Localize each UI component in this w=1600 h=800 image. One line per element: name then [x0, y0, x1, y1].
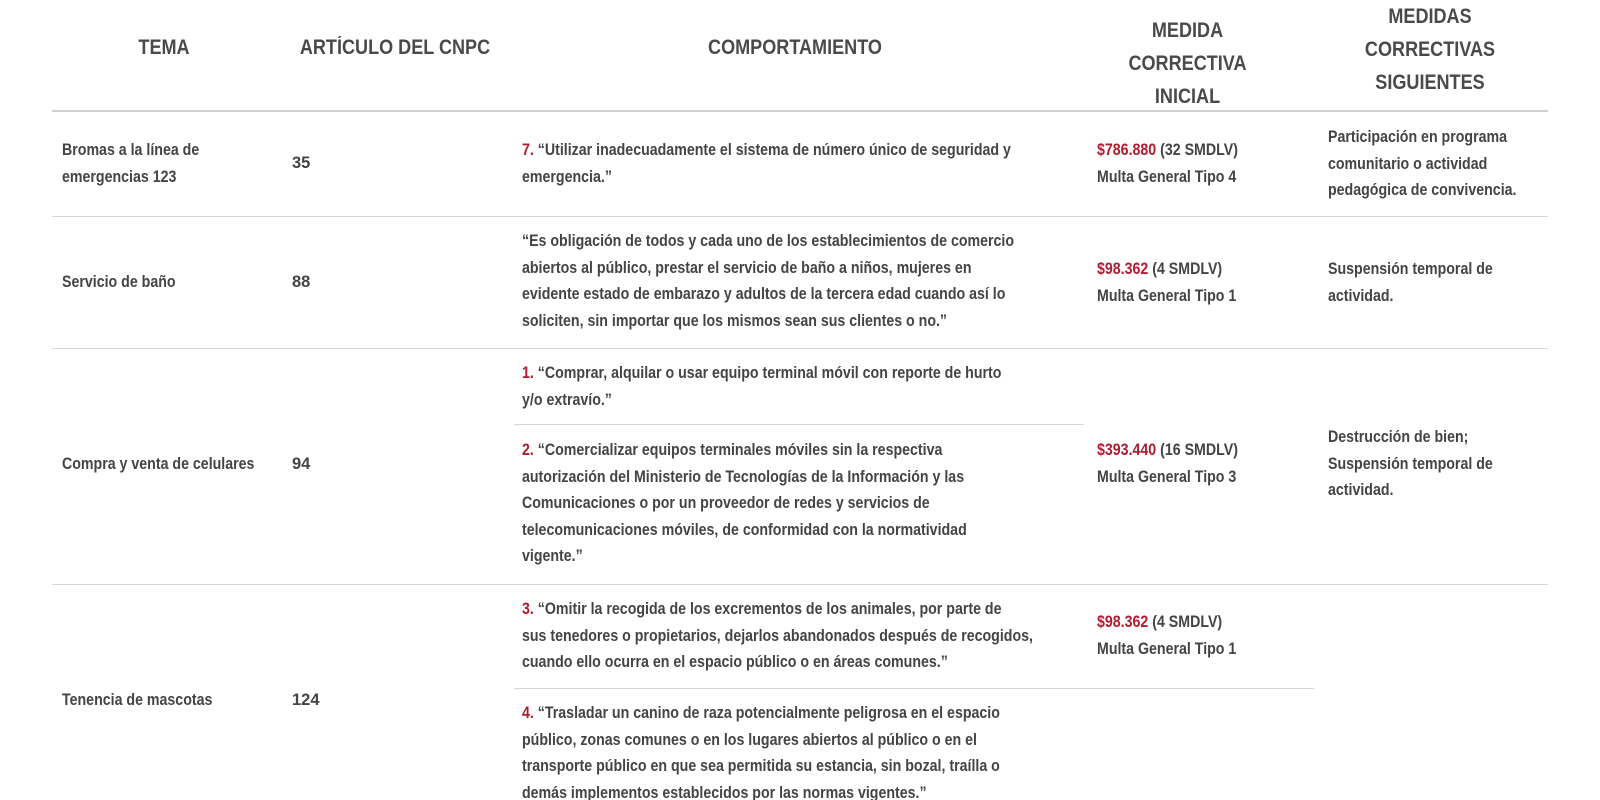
siguientes-line: Suspensión temporal de: [1328, 260, 1493, 278]
fine-type: Multa General Tipo 3: [1097, 467, 1237, 486]
row-divider: [52, 216, 1548, 217]
header-divider: [52, 110, 1548, 112]
fine-type: Multa General Tipo 1: [1097, 639, 1237, 658]
header-medidas-siguientes-line: SIGUIENTES: [1375, 71, 1485, 94]
siguientes-line: Suspensión temporal de: [1328, 454, 1493, 473]
tema-line: emergencias 123: [62, 167, 177, 186]
behavior-line: sus tenedores o propietarios, dejarlos abandonados después de recogidos,: [522, 626, 1033, 645]
header-medida-inicial-line: INICIAL: [1154, 85, 1221, 108]
row-divider: [52, 348, 1548, 349]
behavior-divider: [514, 424, 1084, 425]
row-1-articulo: [292, 150, 310, 177]
behavior-line: público, zonas comunes o en los lugares abiertos al público o en el: [522, 730, 977, 749]
row-2-siguientes: [1328, 256, 1493, 309]
row-3-fine: [1097, 437, 1238, 490]
header-articulo-label: ARTÍCULO DEL CNPC: [299, 36, 491, 59]
fine-smdlv: (32 SMDLV): [1156, 141, 1238, 159]
behavior-line: “Omitir la recogida de los excrementos de los animales, por parte de: [533, 600, 1002, 618]
articulo-value: 35: [292, 154, 311, 172]
row-2-behavior-1: [522, 228, 1014, 334]
siguientes-line: pedagógica de convivencia.: [1328, 181, 1517, 199]
behavior-line: “Comercializar equipos terminales móviles sin la respectiva: [533, 441, 943, 459]
behavior-line: soliciten, sin importar que los mismos sean sus clientes o no.”: [522, 311, 948, 330]
siguientes-line: Destrucción de bien;: [1328, 428, 1469, 446]
behavior-line: evidente estado de embarazo y adultos de la tercera edad cuando así lo: [522, 285, 1006, 303]
fine-amount: $98.362: [1097, 260, 1149, 278]
behavior-line: abiertos al público, prestar el servicio de baño a niños, mujeres en: [522, 258, 972, 277]
header-tema: [68, 31, 261, 64]
row-2-articulo: [292, 269, 310, 296]
articulo-value: 124: [292, 691, 320, 709]
behavior-number: 2.: [522, 441, 534, 459]
header-tema-label: TEMA: [138, 36, 190, 59]
behavior-line: vigente.”: [522, 547, 583, 565]
tema-line: Servicio de baño: [62, 273, 176, 291]
row-4-tema: [62, 687, 212, 714]
siguientes-line: Participación en programa: [1328, 128, 1508, 146]
row-1-behavior-1: [522, 137, 1011, 190]
siguientes-line: actividad.: [1328, 286, 1394, 305]
row-1-tema: [62, 137, 199, 190]
behavior-line: “Comprar, alquilar o usar equipo terminal móvil con reporte de hurto: [533, 364, 1002, 382]
row-4-fine: [1097, 609, 1236, 662]
tema-line: Tenencia de mascotas: [62, 691, 213, 709]
behavior-line: emergencia.”: [522, 167, 612, 186]
behavior-line: “Es obligación de todos y cada uno de los establecimientos de comercio: [522, 232, 1015, 250]
behavior-number: 1.: [522, 364, 534, 382]
tema-line: Compra y venta de celulares: [62, 455, 255, 473]
fine-amount: $393.440: [1097, 441, 1157, 459]
fine-amount: $98.362: [1097, 613, 1149, 631]
behavior-divider: [514, 688, 1314, 689]
behavior-line: autorización del Ministerio de Tecnologías de la Información y las: [522, 467, 965, 486]
header-comportamiento: [559, 31, 1032, 64]
row-divider: [52, 584, 1548, 585]
header-articulo: [288, 31, 503, 64]
behavior-line: cuando ello ocurra en el espacio público o en áreas comunes.”: [522, 653, 948, 671]
fine-amount: $786.880: [1097, 141, 1157, 159]
siguientes-line: actividad.: [1328, 481, 1394, 499]
behavior-number: 7.: [522, 141, 534, 159]
siguientes-line: comunitario o actividad: [1328, 154, 1488, 173]
row-2-tema: [62, 269, 176, 296]
behavior-line: transporte público en que sea permitida su estancia, sin bozal, traílla o: [522, 757, 1000, 775]
row-4-behavior-1: [522, 596, 1033, 676]
row-2-fine: [1097, 256, 1236, 309]
fine-type: Multa General Tipo 1: [1097, 286, 1237, 305]
fine-smdlv: (4 SMDLV): [1148, 613, 1223, 631]
behavior-line: “Trasladar un canino de raza potencialmente peligrosa en el espacio: [533, 704, 1000, 722]
behavior-line: “Utilizar inadecuadamente el sistema de número único de seguridad y: [533, 141, 1011, 159]
behavior-line: y/o extravío.”: [522, 390, 612, 409]
row-3-articulo: [292, 451, 310, 478]
tema-line: Bromas a la línea de: [62, 141, 200, 159]
articulo-value: 88: [292, 273, 311, 291]
behavior-line: Comunicaciones o por un proveedor de redes y servicios de: [522, 494, 930, 512]
header-medidas-siguientes-line: MEDIDAS: [1388, 5, 1472, 28]
behavior-line: demás implementos establecidos por las normas vigentes.”: [522, 783, 927, 800]
row-1-fine: [1097, 137, 1238, 190]
articulo-value: 94: [292, 455, 311, 473]
row-3-behavior-1: [522, 360, 1001, 413]
header-medidas-siguientes: [1327, 0, 1533, 99]
fine-smdlv: (16 SMDLV): [1156, 441, 1238, 459]
row-3-tema: [62, 451, 254, 478]
behavior-number: 4.: [522, 704, 534, 722]
row-3-siguientes: [1328, 424, 1493, 504]
fine-smdlv: (4 SMDLV): [1148, 260, 1223, 278]
header-medida-inicial-line: MEDIDA CORRECTIVA: [1128, 19, 1247, 75]
behavior-number: 3.: [522, 600, 534, 618]
header-comportamiento-label: COMPORTAMIENTO: [708, 36, 882, 59]
row-4-behavior-2: [522, 700, 1000, 800]
row-3-behavior-2: [522, 437, 967, 570]
header-medida-inicial: [1091, 14, 1285, 113]
row-4-articulo: [292, 687, 320, 714]
row-1-siguientes: [1328, 124, 1516, 204]
behavior-line: telecomunicaciones móviles, de conformidad con la normatividad: [522, 520, 967, 539]
header-medidas-siguientes-line: CORRECTIVAS: [1364, 38, 1496, 61]
fine-type: Multa General Tipo 4: [1097, 167, 1237, 186]
